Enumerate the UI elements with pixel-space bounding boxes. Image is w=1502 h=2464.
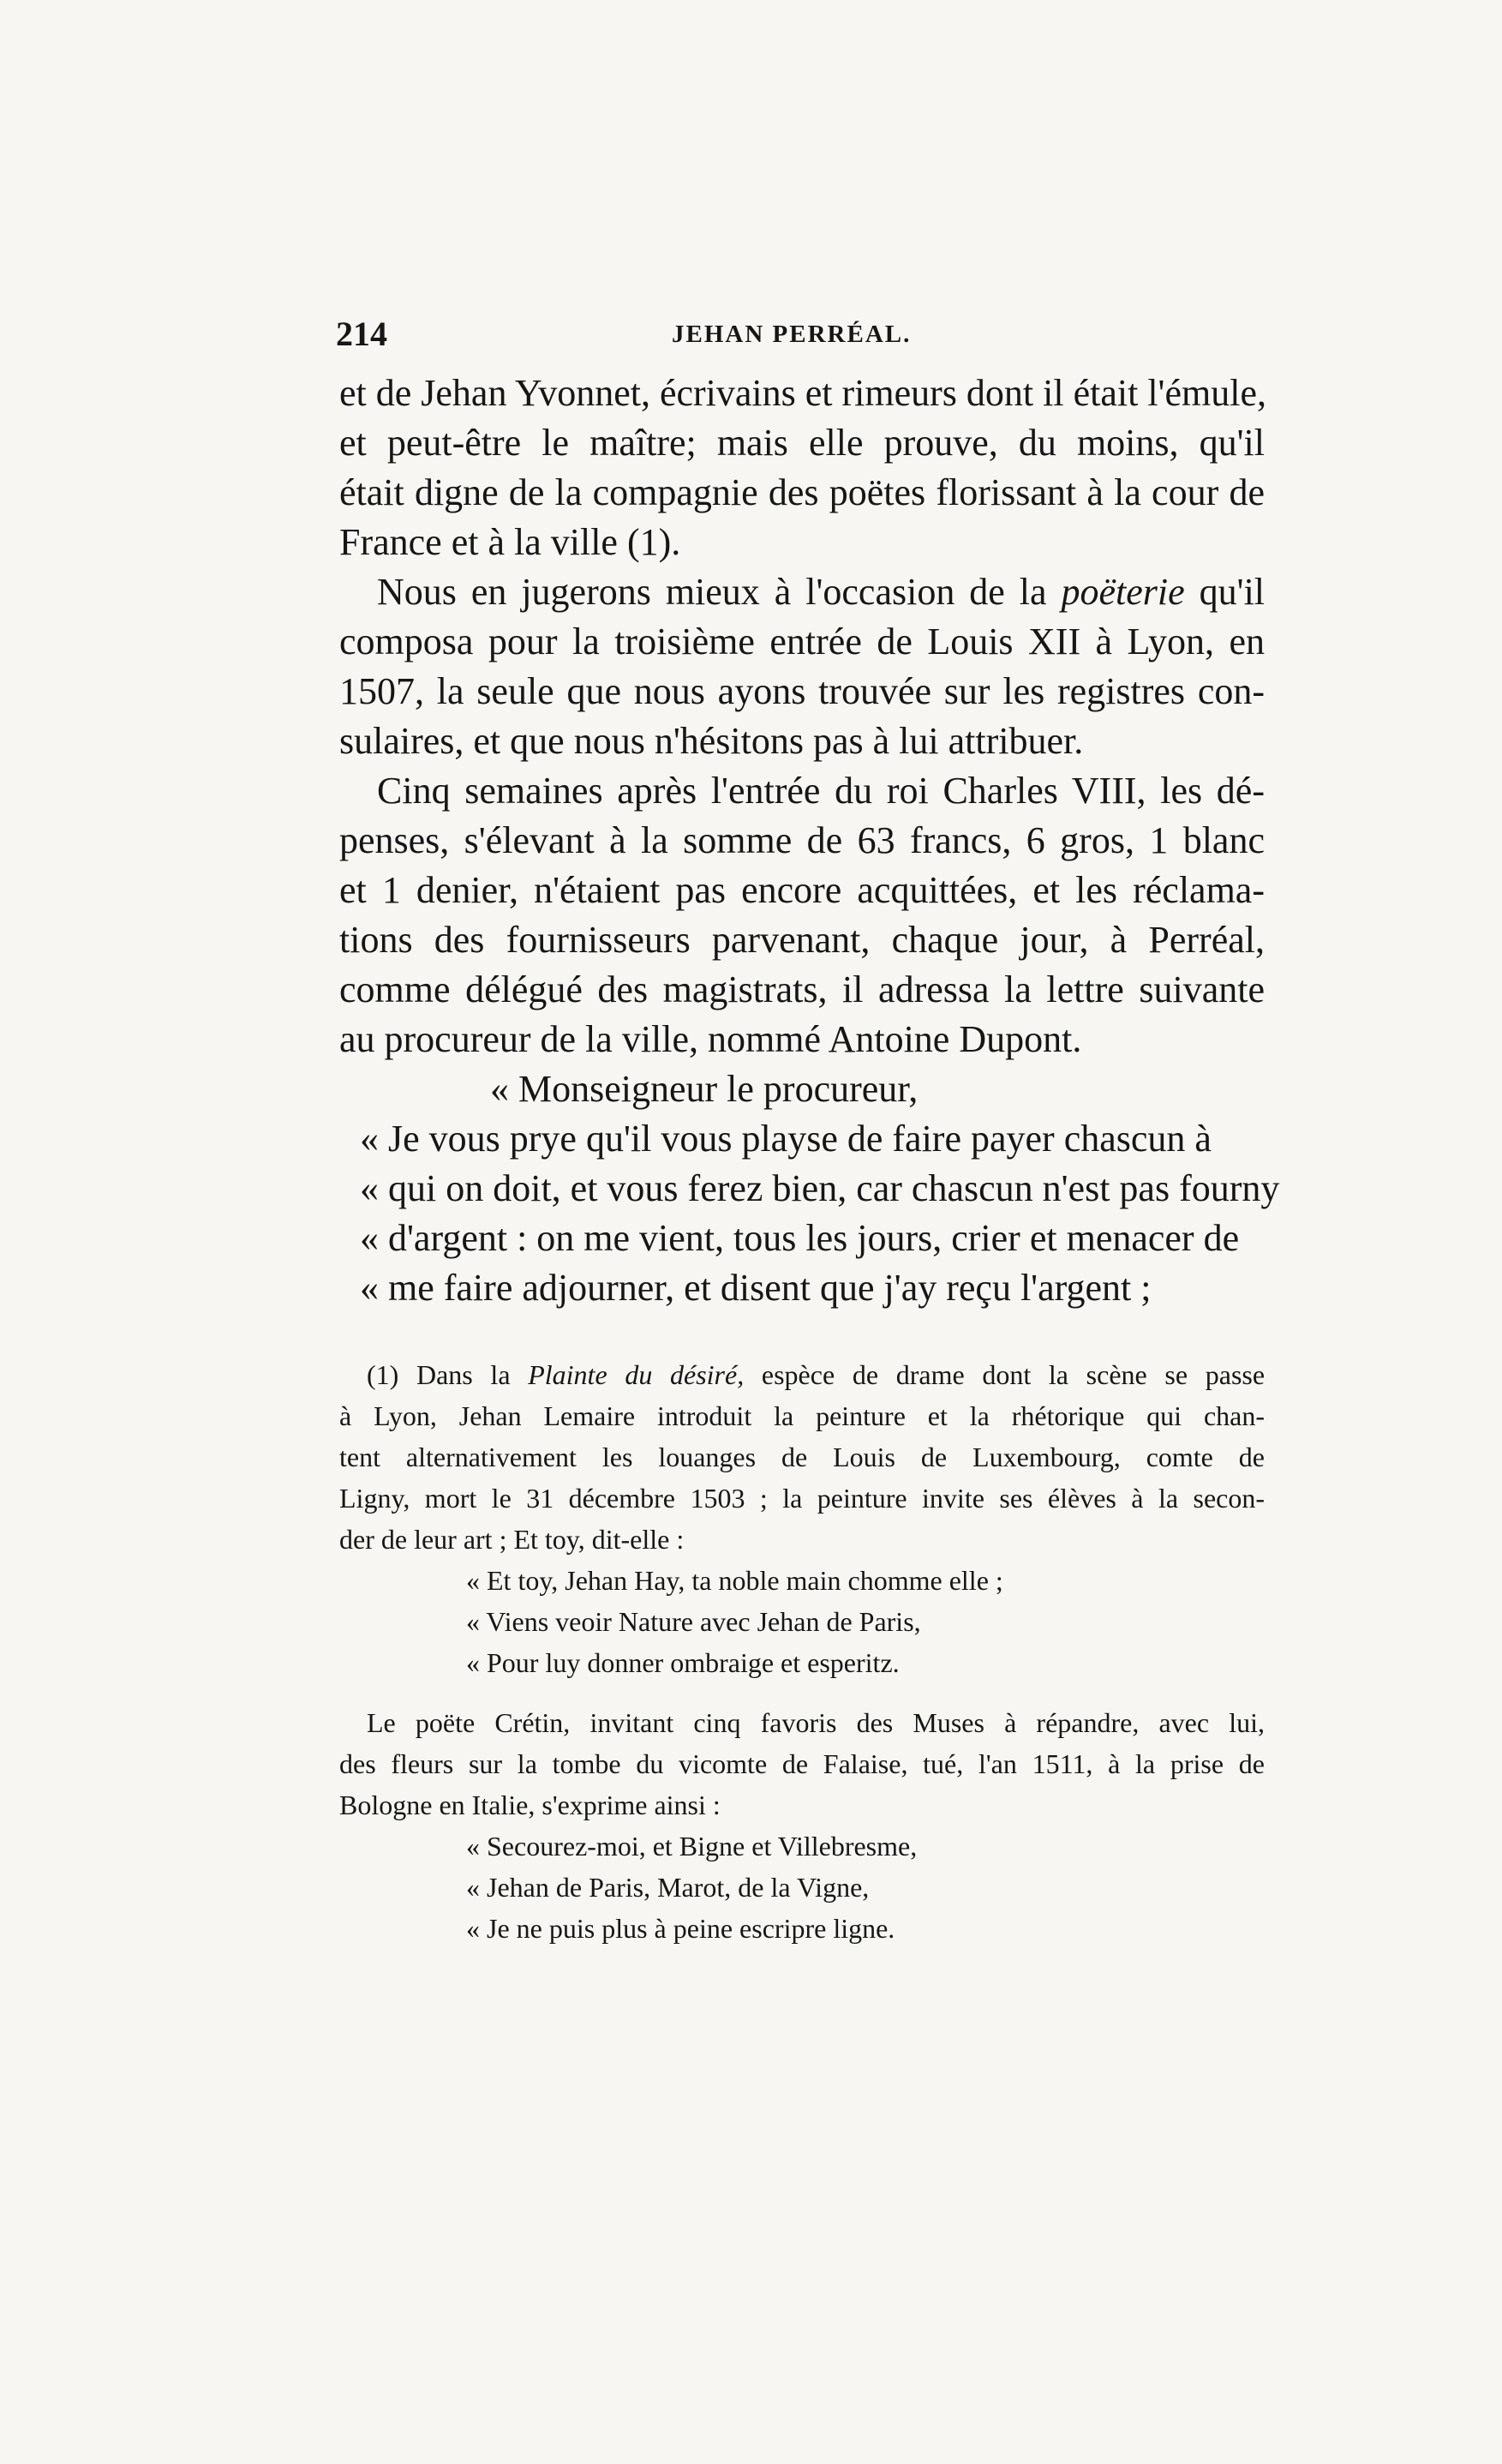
- footnote-verse: « Secourez-moi, et Bigne et Villebresme,: [466, 1831, 918, 1861]
- letter-line: « d'argent : on me vient, tous les jours, crier et menacer de: [360, 1217, 1240, 1259]
- footnote-line: à Lyon, Jehan Lemaire introduit la peinture et la rhétorique qui chan-: [339, 1400, 1265, 1431]
- footnote-verse: « Jehan de Paris, Marot, de la Vigne,: [466, 1872, 870, 1903]
- text-line: au procureur de la ville, nommé Antoine Dupont.: [339, 1018, 1082, 1060]
- text-line: et 1 denier, n'étaient pas encore acquittées, et les réclama-: [339, 869, 1265, 911]
- text-line: sulaires, et que nous n'hésitons pas à lui attribuer.: [339, 720, 1084, 762]
- text-line: France et à la ville (1).: [339, 521, 681, 563]
- emphasis-word: poëterie: [1061, 571, 1185, 613]
- text-line: tions des fournisseurs parvenant, chaque jour, à Perréal,: [339, 919, 1265, 961]
- emphasis-title: Plainte du désiré,: [528, 1359, 745, 1390]
- text-line: Cinq semaines après l'entrée du roi Charles VIII, les dé-: [377, 770, 1265, 812]
- text-line: 1507, la seule que nous ayons trouvée sur les registres con-: [339, 670, 1265, 712]
- footnote-line: Bologne en Italie, s'exprime ainsi :: [339, 1790, 721, 1820]
- text-line: comme délégué des magistrats, il adressa la lettre suivante: [339, 968, 1265, 1010]
- footnote-line: des fleurs sur la tombe du vicomte de Falaise, tué, l'an 1511, à la prise de: [339, 1748, 1265, 1779]
- footnote-line: Ligny, mort le 31 décembre 1503 ; la peinture invite ses élèves à la secon-: [339, 1483, 1265, 1514]
- page-header: [336, 314, 1261, 357]
- footnote-line: [339, 1354, 1265, 1395]
- text-line: était digne de la compagnie des poëtes florissant à la cour de: [339, 471, 1265, 513]
- main-text: [339, 369, 1280, 1313]
- text-line: composa pour la troisième entrée de Louis XII à Lyon, en: [339, 620, 1265, 662]
- running-title: JEHAN PERRÉAL.: [672, 321, 912, 348]
- text-fragment: espèce de drame dont la scène se passe: [761, 1359, 1266, 1390]
- text-line: [339, 567, 1265, 617]
- text-fragment: qu'il: [1199, 571, 1266, 613]
- text-line: penses, s'élevant à la somme de 63 francs, 6 gros, 1 blanc: [339, 819, 1265, 861]
- footnote-verse: « Je ne puis plus à peine escripre ligne.: [466, 1913, 895, 1944]
- text-line: et de Jehan Yvonnet, écrivains et rimeurs dont il était l'émule,: [339, 372, 1266, 414]
- footnote-verse: « Viens veoir Nature avec Jehan de Paris,: [466, 1606, 921, 1637]
- letter-line: « me faire adjourner, et disent que j'ay reçu l'argent ;: [360, 1267, 1152, 1309]
- text-fragment: (1) Dans la: [367, 1359, 511, 1390]
- footnotes: [339, 1354, 1265, 1949]
- text-fragment: Nous en jugerons mieux à l'occasion de la: [377, 571, 1047, 613]
- letter-line: « Je vous prye qu'il vous playse de faire payer chascun à: [360, 1118, 1212, 1160]
- footnote-line: der de leur art ; Et toy, dit-elle :: [339, 1524, 685, 1555]
- footnote-verse: « Pour luy donner ombraige et esperitz.: [466, 1647, 900, 1678]
- footnote-verse: « Et toy, Jehan Hay, ta noble main chomme elle ;: [466, 1565, 1003, 1596]
- footnote-line: Le poëte Crétin, invitant cinq favoris des Muses à répandre, avec lui,: [367, 1707, 1265, 1738]
- letter-line: « qui on doit, et vous ferez bien, car chascun n'est pas fourny: [360, 1167, 1280, 1209]
- text-line: et peut-être le maître; mais elle prouve, du moins, qu'il: [339, 422, 1265, 464]
- page-number: 214: [336, 315, 387, 353]
- spacer: [339, 1683, 1265, 1702]
- footnote-line: tent alternativement les louanges de Louis de Luxembourg, comte de: [339, 1442, 1265, 1472]
- letter-salutation: « Monseigneur le procureur,: [490, 1068, 919, 1110]
